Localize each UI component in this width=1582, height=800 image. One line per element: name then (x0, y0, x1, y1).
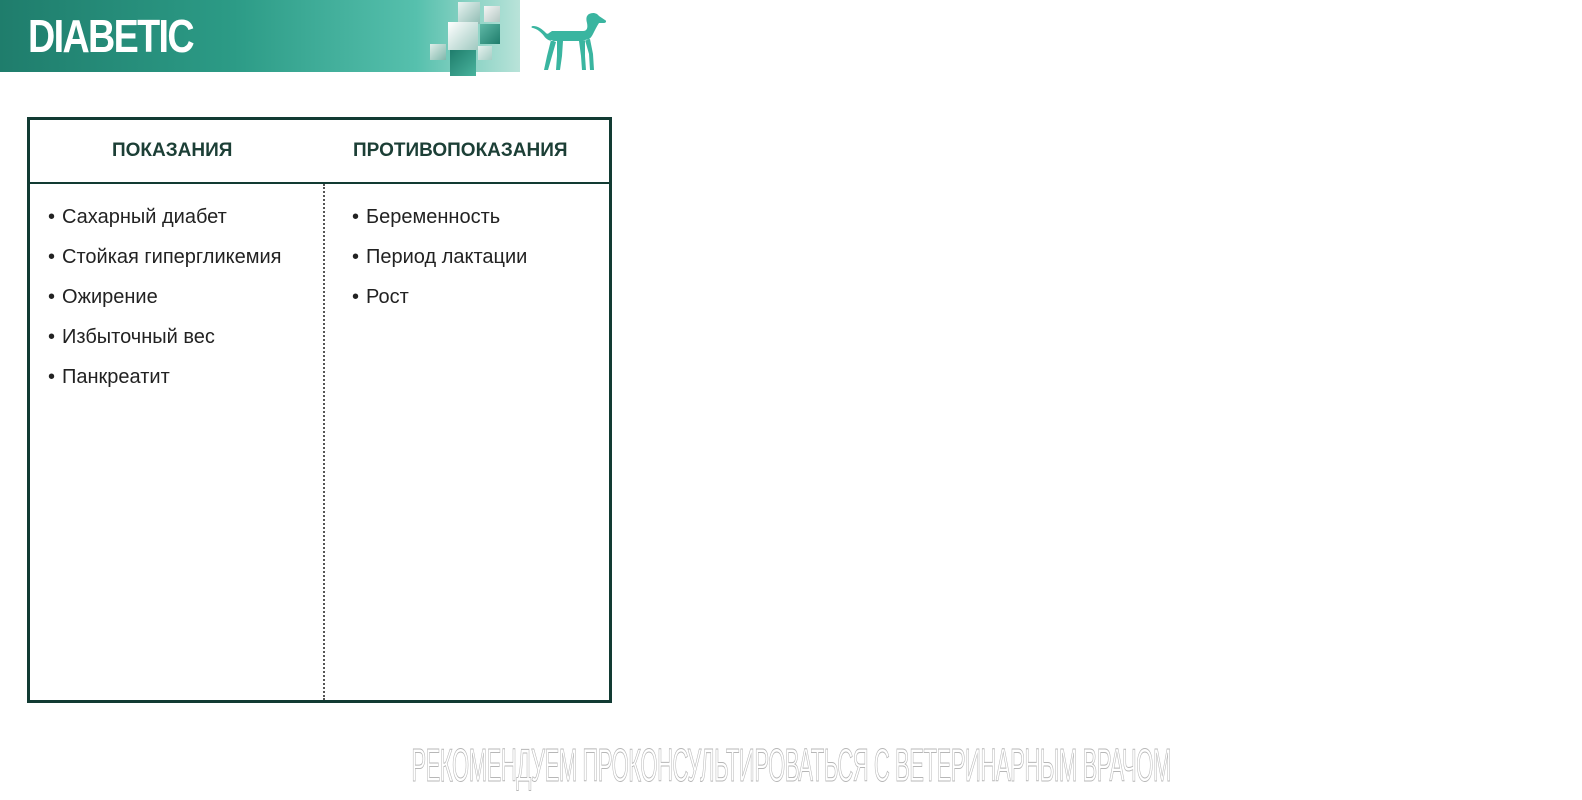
indications-list (48, 204, 313, 404)
list-item: • Стойкая гипергликемия (48, 246, 282, 268)
table-header-row (30, 120, 609, 184)
list-item: • Период лактации (352, 246, 528, 268)
list-item: • Ожирение (48, 286, 158, 308)
list-item: • Сахарный диабет (48, 206, 227, 228)
column-divider (323, 184, 325, 700)
tile-decoration (458, 2, 480, 24)
decorative-tiles (428, 0, 508, 76)
tile-decoration (448, 22, 478, 50)
tile-decoration (480, 24, 500, 44)
tile-decoration (484, 6, 500, 22)
list-item: • Панкреатит (48, 366, 170, 388)
indications-table (27, 117, 612, 703)
footer-text: РЕКОМЕНДУЕМ ПРОКОНСУЛЬТИРОВАТЬСЯ С ВЕТЕРИНАРНЫМ ВРАЧОМ (411, 739, 1171, 791)
list-item: • Избыточный вес (48, 326, 215, 348)
footer-note (0, 735, 1171, 795)
tile-decoration (430, 44, 446, 60)
product-title: DIABETIC (28, 10, 194, 62)
indications-header: ПОКАЗАНИЯ (112, 140, 233, 161)
tile-decoration (478, 46, 492, 60)
tile-decoration (450, 50, 476, 76)
contraindications-list (352, 204, 602, 324)
list-item: • Рост (352, 286, 409, 308)
dog-silhouette-icon (527, 10, 611, 74)
contraindications-header: ПРОТИВОПОКАЗАНИЯ (353, 140, 568, 161)
list-item: • Беременность (352, 206, 501, 228)
